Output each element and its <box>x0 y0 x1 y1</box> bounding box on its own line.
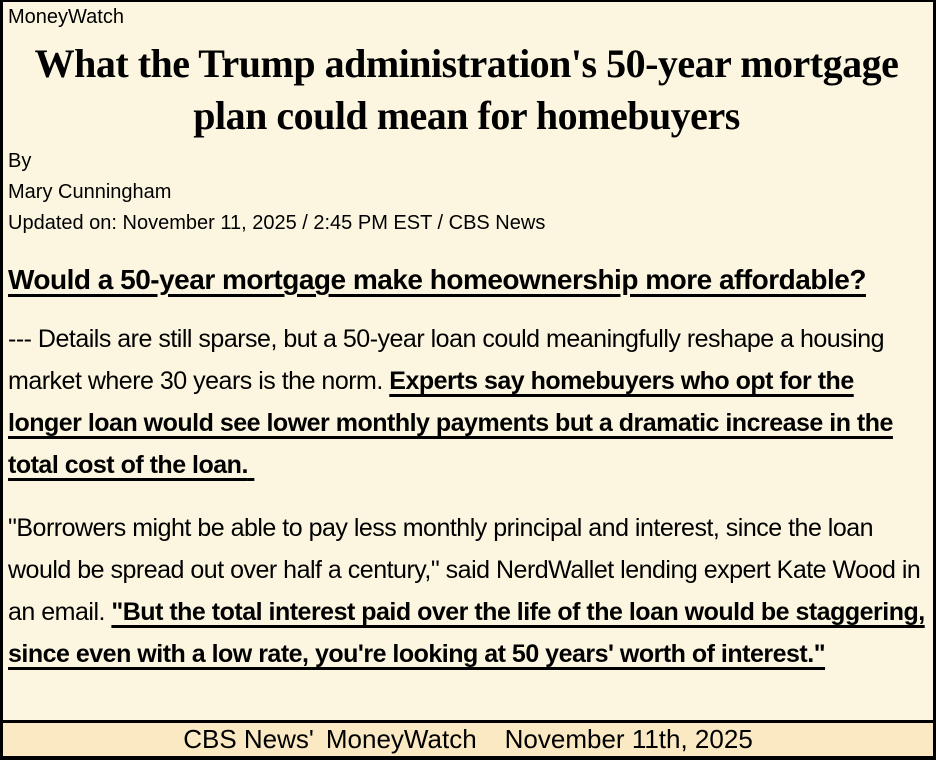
paragraph-1-emphasis-text: Experts say homebuyers who opt for the longer loan would see lower monthly payments but a dramatic increase in the total cost of the loan. <box>8 367 893 479</box>
byline <box>8 146 925 239</box>
byline-author: Mary Cunningham <box>8 181 172 203</box>
paragraph-1-normal-text: --- Details are still sparse, but a 50-year loan could meaningfully reshape a housing market where 30 years is the norm. <box>8 325 885 395</box>
byline-updated-timestamp: Updated on: November 11, 2025 / 2:45 PM EST / CBS News <box>8 212 546 234</box>
paragraph-1 <box>8 318 925 486</box>
footer-date: November 11th, 2025 <box>504 724 753 754</box>
footer-section: MoneyWatch <box>325 724 477 754</box>
kicker: MoneyWatch <box>8 6 124 28</box>
subheading-text: Would a 50-year mortgage make homeownership more affordable? <box>8 264 866 295</box>
article-content <box>3 2 933 720</box>
byline-by-label: By <box>8 150 32 172</box>
paragraph-1-emphasis-trailing-space <box>248 451 254 479</box>
subheading <box>8 263 925 297</box>
headline: What the Trump administration's 50-year mortgage plan could mean for homebuyers <box>34 41 899 138</box>
paragraph-2-emphasis-text: "But the total interest paid over the life of the loan would be staggering, since even with a low rate, you're looking at 50 years' worth of interest." <box>8 598 925 668</box>
footer-brand: CBS News' <box>183 724 314 754</box>
paragraph-2 <box>8 507 925 675</box>
paragraph-2-normal-text: "Borrowers might be able to pay less monthly principal and interest, since the loan would be spread out over half a century," said NerdWallet lending expert Kate Wood in an email. <box>8 514 921 626</box>
footer-bar <box>3 720 933 756</box>
